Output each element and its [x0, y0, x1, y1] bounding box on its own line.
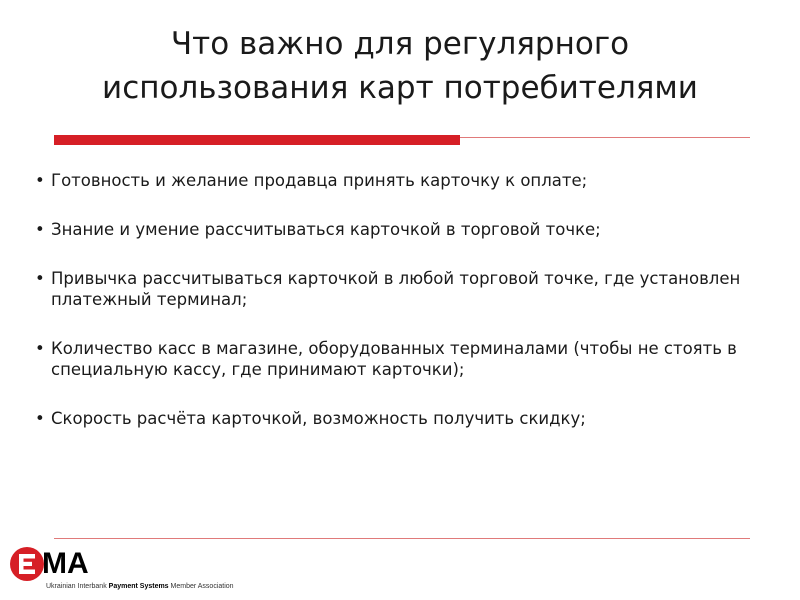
title-divider — [54, 135, 750, 145]
bullet-text: Готовность и желание продавца принять карточку к оплате; — [51, 171, 588, 190]
slide-title-line-2: использования карт потребителями — [102, 70, 698, 106]
title-divider-thin — [460, 137, 750, 138]
slide-title-line-1: Что важно для регулярного — [170, 26, 630, 62]
bullet-item — [33, 219, 763, 240]
bullet-text: Знание и умение рассчитываться карточкой в торговой точке; — [51, 220, 601, 239]
bullet-dot: • — [35, 409, 45, 428]
bullet-item — [33, 268, 763, 310]
bullet-item — [33, 408, 763, 429]
tagline-prefix: Ukrainian Interbank — [46, 583, 109, 590]
bullet-text: Скорость расчёта карточкой, возможность получить скидку; — [51, 409, 586, 428]
tagline-suffix: Member Association — [168, 583, 234, 590]
tagline-bold: Payment Systems — [108, 583, 169, 590]
bullet-dot: • — [35, 171, 45, 190]
title-divider-thick — [54, 135, 460, 145]
ema-logo-tagline — [46, 582, 234, 591]
bullet-item — [33, 338, 763, 380]
slide-title — [0, 22, 800, 110]
bullet-dot: • — [35, 339, 45, 358]
footer-divider — [54, 538, 750, 539]
ema-logo — [8, 545, 268, 593]
bullet-item — [33, 170, 763, 191]
bullet-dot: • — [35, 220, 45, 239]
bullet-list — [33, 170, 763, 457]
bullet-dot: • — [35, 269, 45, 288]
ema-logo-letters: MA — [42, 547, 89, 580]
bullet-text: Привычка рассчитываться карточкой в любой торговой точке, где установлен платежный терминал; — [51, 269, 741, 309]
bullet-text: Количество касс в магазине, оборудованных терминалами (чтобы не стоять в специальную кассу, где принимают карточки); — [51, 339, 737, 379]
ema-logo-icon — [8, 545, 46, 583]
